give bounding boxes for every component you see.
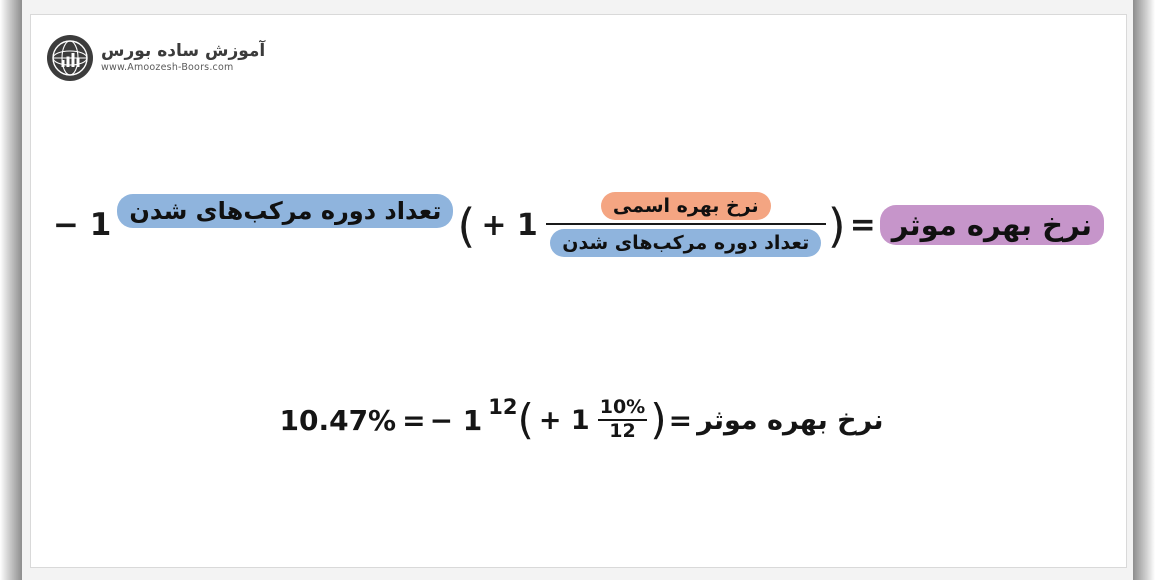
example-fraction-denominator: 12: [609, 420, 636, 442]
effective-rate-example: [31, 375, 1126, 465]
formula-label-effective-rate: نرخ بهره موثر: [880, 205, 1104, 245]
example-row: [273, 397, 883, 443]
example-equals: =: [668, 403, 693, 437]
example-label-effective-rate: نرخ بهره موثر: [697, 404, 884, 436]
example-plus-one: + 1: [538, 404, 590, 436]
formula-minus-one: − 1: [53, 207, 112, 243]
nominal-rate-label: نرخ بهره اسمی: [601, 192, 771, 220]
brand-name: آموزش ساده بورس: [101, 40, 266, 61]
example-exponent: 12: [488, 395, 518, 419]
globe-chart-icon: [47, 35, 93, 81]
formula-open-paren: (: [827, 199, 846, 253]
formula-close-paren: ): [457, 199, 476, 253]
compounding-periods-label: تعداد دوره مرکب‌های شدن: [550, 229, 821, 257]
formula-exponent-group: [117, 197, 457, 242]
brand-logo: [47, 35, 265, 81]
formula-fraction-denominator: [550, 225, 821, 260]
slide-canvas: [30, 14, 1127, 568]
formula-exponent-label: تعداد دوره مرکب‌های شدن: [117, 194, 453, 228]
formula-fraction: [546, 191, 826, 260]
formula-equals: =: [849, 207, 876, 243]
example-result-value: 10.47%: [279, 403, 397, 437]
formula-plus-one: + 1: [481, 207, 538, 243]
example-minus-one: − 1: [429, 403, 483, 437]
example-close-paren: ): [517, 395, 534, 444]
effective-rate-formula: [31, 170, 1126, 280]
example-fraction: [598, 397, 647, 443]
page-gradient-right: [1133, 0, 1155, 580]
formula-row: [53, 191, 1104, 260]
brand-website: www.Amoozesh-Boors.com: [101, 62, 234, 74]
formula-fraction-numerator: [601, 191, 771, 223]
example-open-paren: (: [650, 395, 667, 444]
example-result-equals: =: [402, 403, 426, 437]
page-gradient-left: [0, 0, 22, 580]
example-fraction-numerator: 10%: [599, 396, 646, 419]
brand-logo-text: [101, 40, 266, 74]
